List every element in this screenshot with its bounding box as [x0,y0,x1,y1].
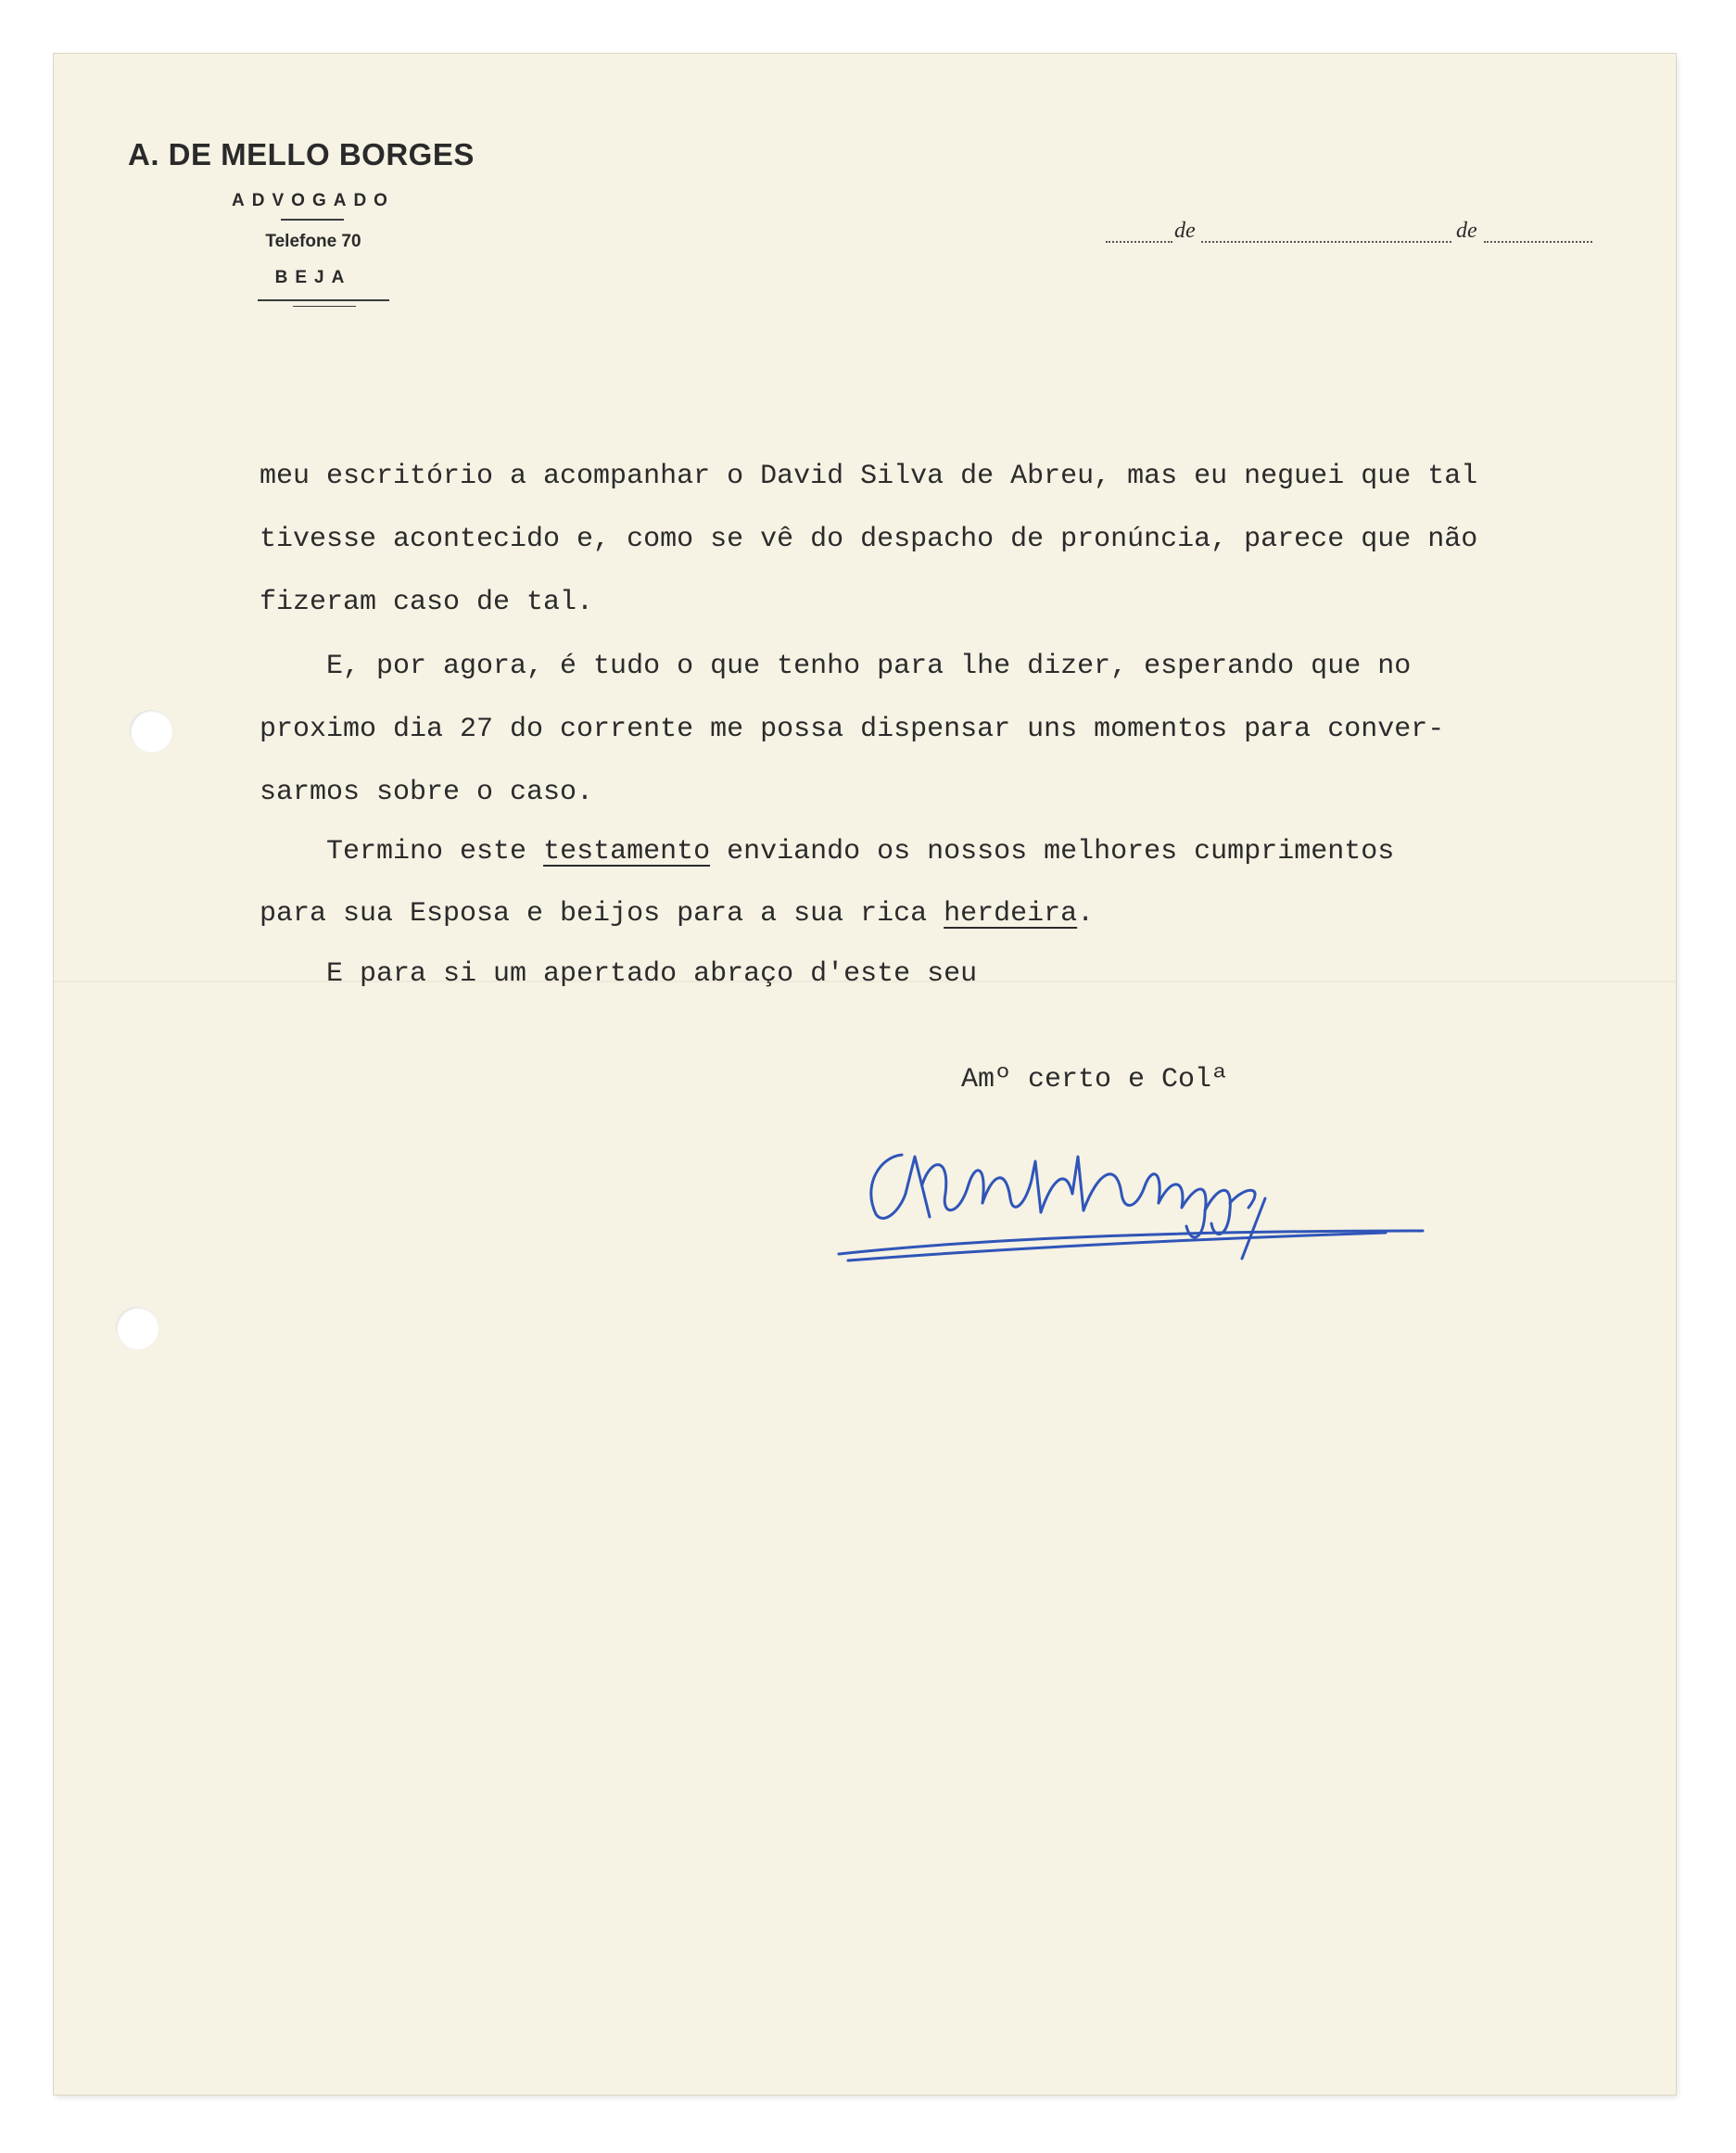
underlined-word: herdeira [944,898,1078,930]
date-dots-month [1201,241,1451,243]
letterhead-rule-2 [258,299,389,301]
body-line: sarmos sobre o caso. [260,777,594,808]
date-line [1106,219,1662,256]
letterhead-city: BEJA [274,268,352,287]
letterhead-title: ADVOGADO [232,191,395,210]
date-dots-year [1484,241,1592,243]
closing-formula: Amº certo e Colª [961,1064,1229,1095]
body-line: proximo dia 27 do corrente me possa dispensar uns momentos para conver- [260,714,1445,745]
letterhead-rule-3 [293,306,356,307]
punch-hole-bottom [116,1307,158,1349]
signature-image [830,1129,1441,1268]
body-line-with-underline [260,882,1094,945]
body-line: E, por agora, é tudo o que tenho para lhe dizer, esperando que no [260,651,1412,682]
underlined-word: testamento [543,836,711,868]
body-line: meu escritório a acompanhar o David Silva de Abreu, mas eu neguei que tal [260,461,1478,492]
line-text: para sua Esposa e beijos para a sua rica [260,898,944,930]
body-line: E para si um apertado abraço d'este seu [260,958,978,990]
line-text: Termino este [260,836,544,868]
letter-sheet [54,54,1676,2095]
punch-hole-top [130,710,172,753]
letterhead-rule-1 [281,219,344,221]
line-text: enviando os nossos melhores cumprimentos [710,836,1395,868]
letterhead-name: A. DE MELLO BORGES [128,137,475,171]
body-line: fizeram caso de tal. [260,587,594,618]
body-line: tivesse acontecido e, como se vê do despacho de pronúncia, parece que não [260,524,1478,555]
date-de-1: de [1174,219,1196,243]
letterhead-phone: Telefone 70 [265,232,361,251]
body-line-with-underline [260,820,1394,883]
date-de-2: de [1456,219,1477,243]
date-dots-day [1106,241,1172,243]
line-text: . [1077,898,1095,930]
